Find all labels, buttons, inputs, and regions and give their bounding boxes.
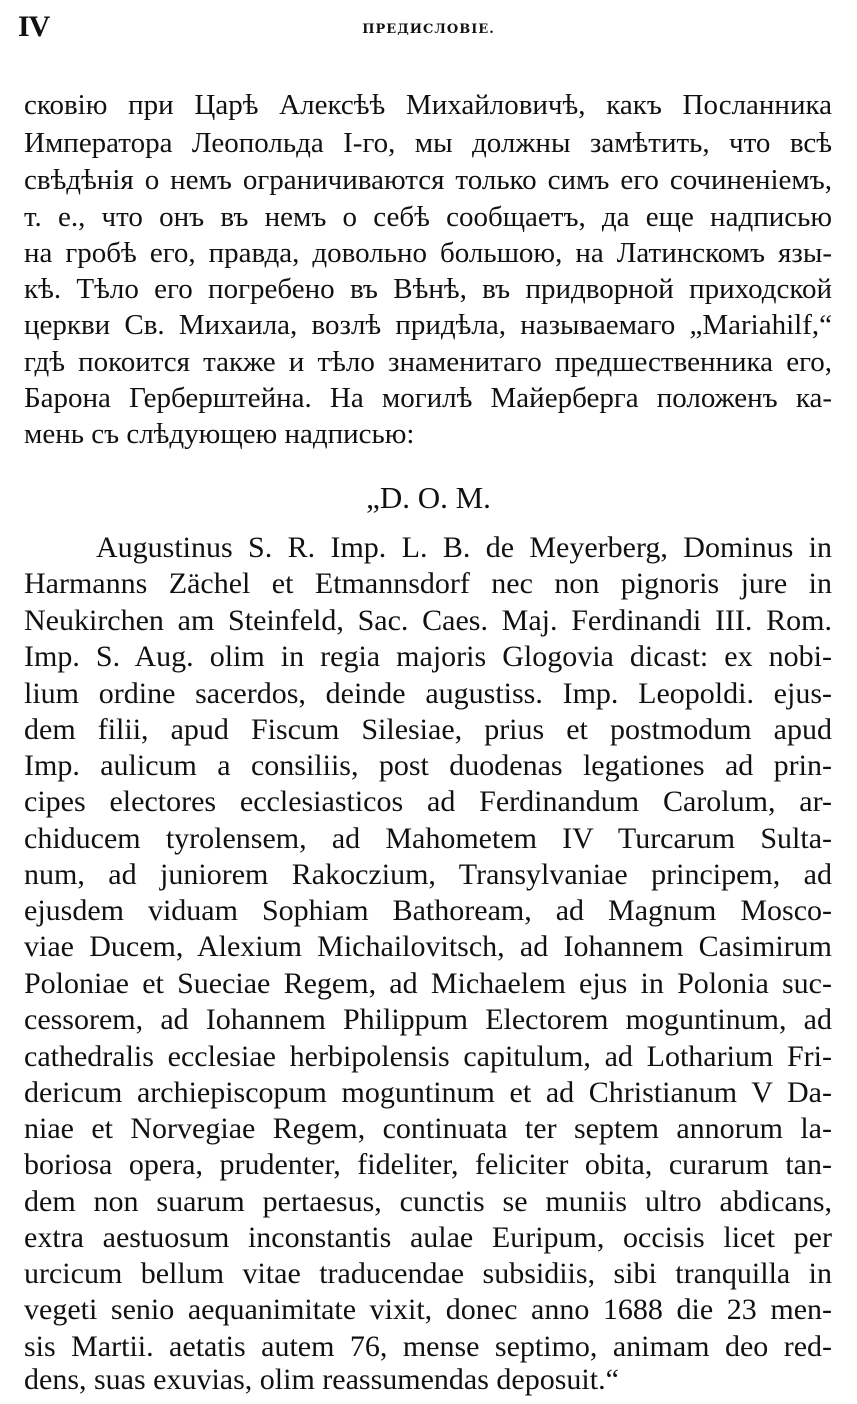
inscription-line: extra aestuosum inconstantis aulae Euripum, occisis licet per [24,1221,832,1254]
inscription-line: num, ad juniorem Rakoczium, Transylvaniae principem, ad [24,858,832,891]
inscription-line: viae Ducem, Alexium Michailovitsch, ad Iohannem Casimirum [24,930,832,963]
page-header [14,8,843,48]
inscription-line: vegeti senio aequanimitate vixit, donec anno 1688 die 23 men- [24,1293,832,1326]
text-line: т. е., что онъ въ немъ о себѣ сообщаетъ, да еще надписью [24,201,832,233]
inscription-line: Neukirchen am Steinfeld, Sac. Caes. Maj. Ferdinandi III. Rom. [24,604,832,637]
inscription-line: dens, suas exuvias, olim reassumendas deposuit.“ [24,1363,619,1396]
inscription-line: Poloniae et Sueciae Regem, ad Michaelem ejus in Polonia suc- [24,967,832,1000]
inscription-line: urcicum bellum vitae traducendae subsidiis, sibi tranquilla in [24,1257,832,1290]
inscription-line: ejusdem viduam Sophiam Bathoream, ad Magnum Mosco- [24,894,832,927]
inscription-line: Augustinus S. R. Imp. L. B. de Meyerberg, Dominus in [96,531,832,564]
inscription-line: cessorem, ad Iohannem Philippum Electorem moguntinum, ad [24,1003,832,1036]
inscription-line: dem non suarum pertaesus, cunctis se muniis ultro abdicans, [24,1185,832,1218]
page-number: IV [18,10,50,43]
inscription-line: lium ordine sacerdos, deinde augustiss. Imp. Leopoldi. ejus- [24,677,832,710]
text-line: Императора Леопольда І-го, мы должны замѣтить, что всѣ [24,127,832,159]
text-line: сковію при Царѣ Алексѣѣ Михайловичѣ, какъ Посланника [24,89,832,121]
inscription-line: sis Martii. aetatis autem 76, mense septimo, animam deo red- [24,1330,832,1363]
text-line: церкви Св. Михаила, возлѣ придѣла, называемаго „Mariahilf,“ [24,309,832,341]
running-title: ПРЕДИСЛОВІЕ. [362,22,495,37]
inscription-line: Imp. S. Aug. olim in regia majoris Glogovia dicast: ex nobi- [24,640,832,673]
text-line: Барона Герберштейна. На могилѣ Майерберга положенъ ка- [24,382,832,414]
inscription-line: cipes electores ecclesiasticos ad Ferdinandum Carolum, ar- [24,785,832,818]
inscription-line: dem filii, apud Fiscum Silesiae, prius et postmodum apud [24,713,832,746]
inscription-line: boriosa opera, prudenter, fideliter, feliciter obita, curarum tan- [24,1148,832,1181]
text-line: на гробѣ его, правда, довольно большою, на Латинскомъ язы- [24,237,832,269]
text-line: мень съ слѣдующею надписью: [24,418,415,450]
text-line: свѣдѣнія о немъ ограничиваются только симъ его сочиненіемъ, [24,164,832,196]
inscription-line: Harmanns Zächel et Etmannsdorf nec non pignoris jure in [24,567,832,600]
inscription-line: Imp. aulicum a consiliis, post duodenas legationes ad prin- [24,749,832,782]
inscription-line: cathedralis ecclesiae herbipolensis capitulum, ad Lotharium Fri- [24,1040,832,1073]
inscription-heading: „D. O. M. [366,480,491,515]
text-line: гдѣ покоится также и тѣло знаменитаго предшественника его, [24,346,832,378]
inscription-line: niae et Norvegiae Regem, continuata ter septem annorum la- [24,1112,832,1145]
inscription-line: chiducem tyrolensem, ad Mahometem IV Turcarum Sulta- [24,822,832,855]
inscription-line: dericum archiepiscopum moguntinum et ad Christianum V Da- [24,1076,832,1109]
text-line: кѣ. Тѣло его погребено въ Вѣнѣ, въ придворной приходской [24,273,832,305]
